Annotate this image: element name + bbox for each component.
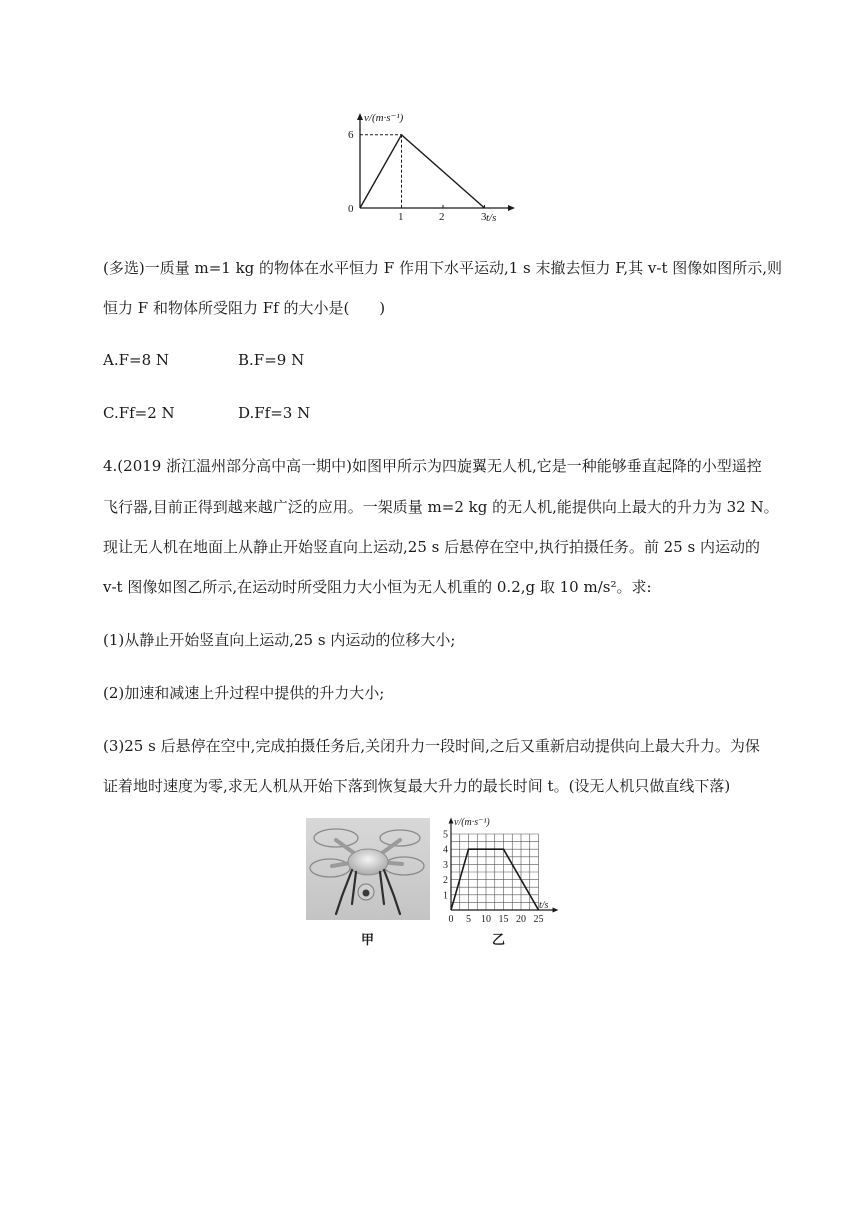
q3-option-d: D.Ff=3 N bbox=[238, 404, 311, 422]
q3-x-tick-3: 3 bbox=[481, 211, 487, 223]
q3-stem-line-1: (多选)一质量 m=1 kg 的物体在水平恒力 F 作用下水平运动,1 s 末撤去恒力 F,其 v-t 图像如图所示,则 bbox=[103, 259, 783, 277]
q3-origin-label: 0 bbox=[348, 203, 354, 215]
q3-option-b: B.F=9 N bbox=[238, 351, 305, 369]
q4-stem-line-4: v-t 图像如图乙所示,在运动时所受阻力大小恒为无人机重的 0.2,g 取 10 m/s²。求: bbox=[103, 578, 652, 596]
q4-stem-line-1: 4.(2019 浙江温州部分高中高一期中)如图甲所示为四旋翼无人机,它是一种能够垂直起降的小型遥控 bbox=[103, 457, 762, 475]
caption-jia: 甲 bbox=[361, 933, 375, 948]
q3-velocity-line bbox=[360, 135, 485, 208]
q3-option-a: A.F=8 N bbox=[103, 351, 170, 369]
q4-stem-line-3: 现让无人机在地面上从静止开始竖直向上运动,25 s 后悬停在空中,执行拍摄任务。前 25 s 内运动的 bbox=[103, 538, 760, 556]
q4-subquestion-3-line-2: 证着地时速度为零,求无人机从开始下落到恢复最大升力的最长时间 t。(设无人机只做直线下落) bbox=[103, 777, 731, 795]
q4-x-tick-label: 0 bbox=[448, 914, 454, 925]
drone-photo bbox=[306, 818, 430, 920]
q4-x-axis-label: t/s bbox=[539, 900, 549, 911]
q4-stem-line-2: 飞行器,目前正得到越来越广泛的应用。一架质量 m=2 kg 的无人机,能提供向上最大的升力为 32 N。 bbox=[103, 498, 779, 516]
q4-y-tick-label: 1 bbox=[443, 890, 448, 902]
q4-x-tick-label: 25 bbox=[533, 914, 544, 925]
q4-x-tick-label: 20 bbox=[516, 914, 526, 925]
q3-vt-graph bbox=[340, 108, 520, 226]
q4-x-tick-label: 15 bbox=[498, 914, 509, 925]
q3-stem-line-2: 恒力 F 和物体所受阻力 Ff 的大小是( ) bbox=[103, 299, 386, 317]
q4-vt-graph bbox=[440, 814, 566, 926]
q4-subquestion-2: (2)加速和减速上升过程中提供的升力大小; bbox=[103, 684, 385, 702]
q3-y-tick-6: 6 bbox=[348, 129, 354, 141]
q3-x-tick-1: 1 bbox=[398, 211, 404, 223]
q3-y-axis-label: v/(m·s⁻¹) bbox=[364, 112, 404, 124]
q3-x-tick-2: 2 bbox=[439, 211, 445, 223]
q3-option-c: C.Ff=2 N bbox=[103, 404, 175, 422]
q4-y-axis-label: v/(m·s⁻¹) bbox=[454, 817, 490, 828]
q3-x-axis-label: t/s bbox=[486, 212, 497, 224]
q4-subquestion-1: (1)从静止开始竖直向上运动,25 s 内运动的位移大小; bbox=[103, 631, 456, 649]
q4-x-tick-label: 10 bbox=[481, 914, 491, 925]
q4-y-tick-label: 5 bbox=[443, 829, 448, 841]
q4-x-tick-label: 5 bbox=[466, 914, 471, 925]
q4-y-tick-label: 2 bbox=[443, 875, 448, 887]
q4-subquestion-3-line-1: (3)25 s 后悬停在空中,完成拍摄任务后,关闭升力一段时间,之后又重新启动提供向上最大升力。为保 bbox=[103, 737, 760, 755]
caption-yi: 乙 bbox=[492, 933, 506, 948]
q4-y-tick-label: 4 bbox=[443, 844, 448, 856]
q4-y-tick-label: 3 bbox=[443, 859, 448, 871]
